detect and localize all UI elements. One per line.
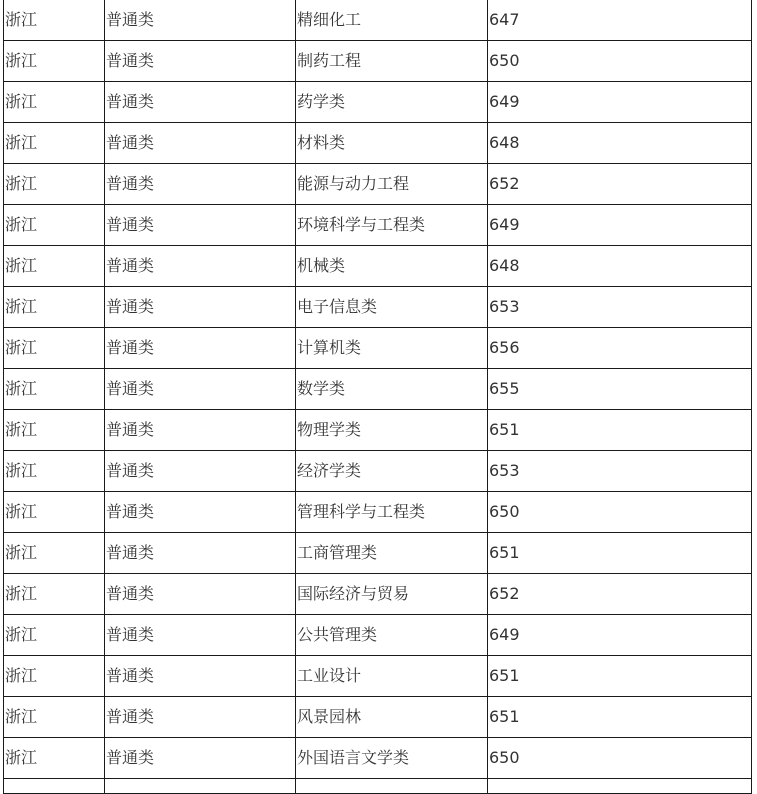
table-row xyxy=(4,656,752,697)
table-row xyxy=(4,615,752,656)
score-cell: 652 xyxy=(488,574,752,615)
empty-cell xyxy=(105,779,296,794)
major-cell: 管理科学与工程类 xyxy=(296,492,488,533)
table-row xyxy=(4,0,752,41)
score-cell: 653 xyxy=(488,287,752,328)
major-cell: 工业设计 xyxy=(296,656,488,697)
category-cell: 普通类 xyxy=(105,697,296,738)
major-cell: 工商管理类 xyxy=(296,533,488,574)
category-cell: 普通类 xyxy=(105,492,296,533)
major-cell: 电子信息类 xyxy=(296,287,488,328)
province-cell: 浙江 xyxy=(4,574,105,615)
major-cell: 公共管理类 xyxy=(296,615,488,656)
score-cell: 651 xyxy=(488,697,752,738)
province-cell: 浙江 xyxy=(4,697,105,738)
table-row xyxy=(4,328,752,369)
province-cell: 浙江 xyxy=(4,492,105,533)
major-cell: 计算机类 xyxy=(296,328,488,369)
category-cell: 普通类 xyxy=(105,0,296,41)
category-cell: 普通类 xyxy=(105,533,296,574)
score-cell: 653 xyxy=(488,451,752,492)
major-cell: 外国语言文学类 xyxy=(296,738,488,779)
score-cell: 655 xyxy=(488,369,752,410)
table-row xyxy=(4,533,752,574)
province-cell: 浙江 xyxy=(4,246,105,287)
major-cell: 能源与动力工程 xyxy=(296,164,488,205)
score-cell: 651 xyxy=(488,656,752,697)
province-cell: 浙江 xyxy=(4,533,105,574)
empty-cell xyxy=(488,779,752,794)
empty-cell xyxy=(296,779,488,794)
major-cell: 药学类 xyxy=(296,82,488,123)
table-row xyxy=(4,205,752,246)
major-cell: 经济学类 xyxy=(296,451,488,492)
category-cell: 普通类 xyxy=(105,656,296,697)
table-row xyxy=(4,574,752,615)
category-cell: 普通类 xyxy=(105,164,296,205)
score-cell: 652 xyxy=(488,164,752,205)
province-cell: 浙江 xyxy=(4,123,105,164)
category-cell: 普通类 xyxy=(105,123,296,164)
major-cell: 国际经济与贸易 xyxy=(296,574,488,615)
score-cell: 651 xyxy=(488,533,752,574)
table-row xyxy=(4,451,752,492)
table-row xyxy=(4,82,752,123)
admission-score-table xyxy=(3,0,752,794)
province-cell: 浙江 xyxy=(4,328,105,369)
major-cell: 制药工程 xyxy=(296,41,488,82)
table-row xyxy=(4,41,752,82)
category-cell: 普通类 xyxy=(105,246,296,287)
major-cell: 环境科学与工程类 xyxy=(296,205,488,246)
province-cell: 浙江 xyxy=(4,205,105,246)
score-cell: 648 xyxy=(488,246,752,287)
table-row xyxy=(4,492,752,533)
score-cell: 649 xyxy=(488,615,752,656)
category-cell: 普通类 xyxy=(105,451,296,492)
table-row xyxy=(4,410,752,451)
score-cell: 649 xyxy=(488,205,752,246)
province-cell: 浙江 xyxy=(4,451,105,492)
province-cell: 浙江 xyxy=(4,738,105,779)
table-row xyxy=(4,738,752,779)
table-row xyxy=(4,369,752,410)
table-row xyxy=(4,164,752,205)
table-body xyxy=(4,0,752,794)
score-cell: 650 xyxy=(488,41,752,82)
table-row-partial xyxy=(4,779,752,794)
major-cell: 精细化工 xyxy=(296,0,488,41)
score-cell: 650 xyxy=(488,492,752,533)
score-cell: 649 xyxy=(488,82,752,123)
province-cell: 浙江 xyxy=(4,0,105,41)
category-cell: 普通类 xyxy=(105,738,296,779)
category-cell: 普通类 xyxy=(105,205,296,246)
score-cell: 651 xyxy=(488,410,752,451)
province-cell: 浙江 xyxy=(4,82,105,123)
province-cell: 浙江 xyxy=(4,656,105,697)
table-row xyxy=(4,246,752,287)
category-cell: 普通类 xyxy=(105,82,296,123)
category-cell: 普通类 xyxy=(105,369,296,410)
category-cell: 普通类 xyxy=(105,41,296,82)
province-cell: 浙江 xyxy=(4,164,105,205)
province-cell: 浙江 xyxy=(4,369,105,410)
table-row xyxy=(4,697,752,738)
province-cell: 浙江 xyxy=(4,287,105,328)
category-cell: 普通类 xyxy=(105,615,296,656)
category-cell: 普通类 xyxy=(105,574,296,615)
empty-cell xyxy=(4,779,105,794)
major-cell: 物理学类 xyxy=(296,410,488,451)
table-row xyxy=(4,287,752,328)
province-cell: 浙江 xyxy=(4,41,105,82)
major-cell: 数学类 xyxy=(296,369,488,410)
major-cell: 机械类 xyxy=(296,246,488,287)
major-cell: 风景园林 xyxy=(296,697,488,738)
table-row xyxy=(4,123,752,164)
major-cell: 材料类 xyxy=(296,123,488,164)
category-cell: 普通类 xyxy=(105,328,296,369)
province-cell: 浙江 xyxy=(4,410,105,451)
province-cell: 浙江 xyxy=(4,615,105,656)
score-cell: 650 xyxy=(488,738,752,779)
score-cell: 648 xyxy=(488,123,752,164)
category-cell: 普通类 xyxy=(105,410,296,451)
score-cell: 647 xyxy=(488,0,752,41)
score-cell: 656 xyxy=(488,328,752,369)
category-cell: 普通类 xyxy=(105,287,296,328)
